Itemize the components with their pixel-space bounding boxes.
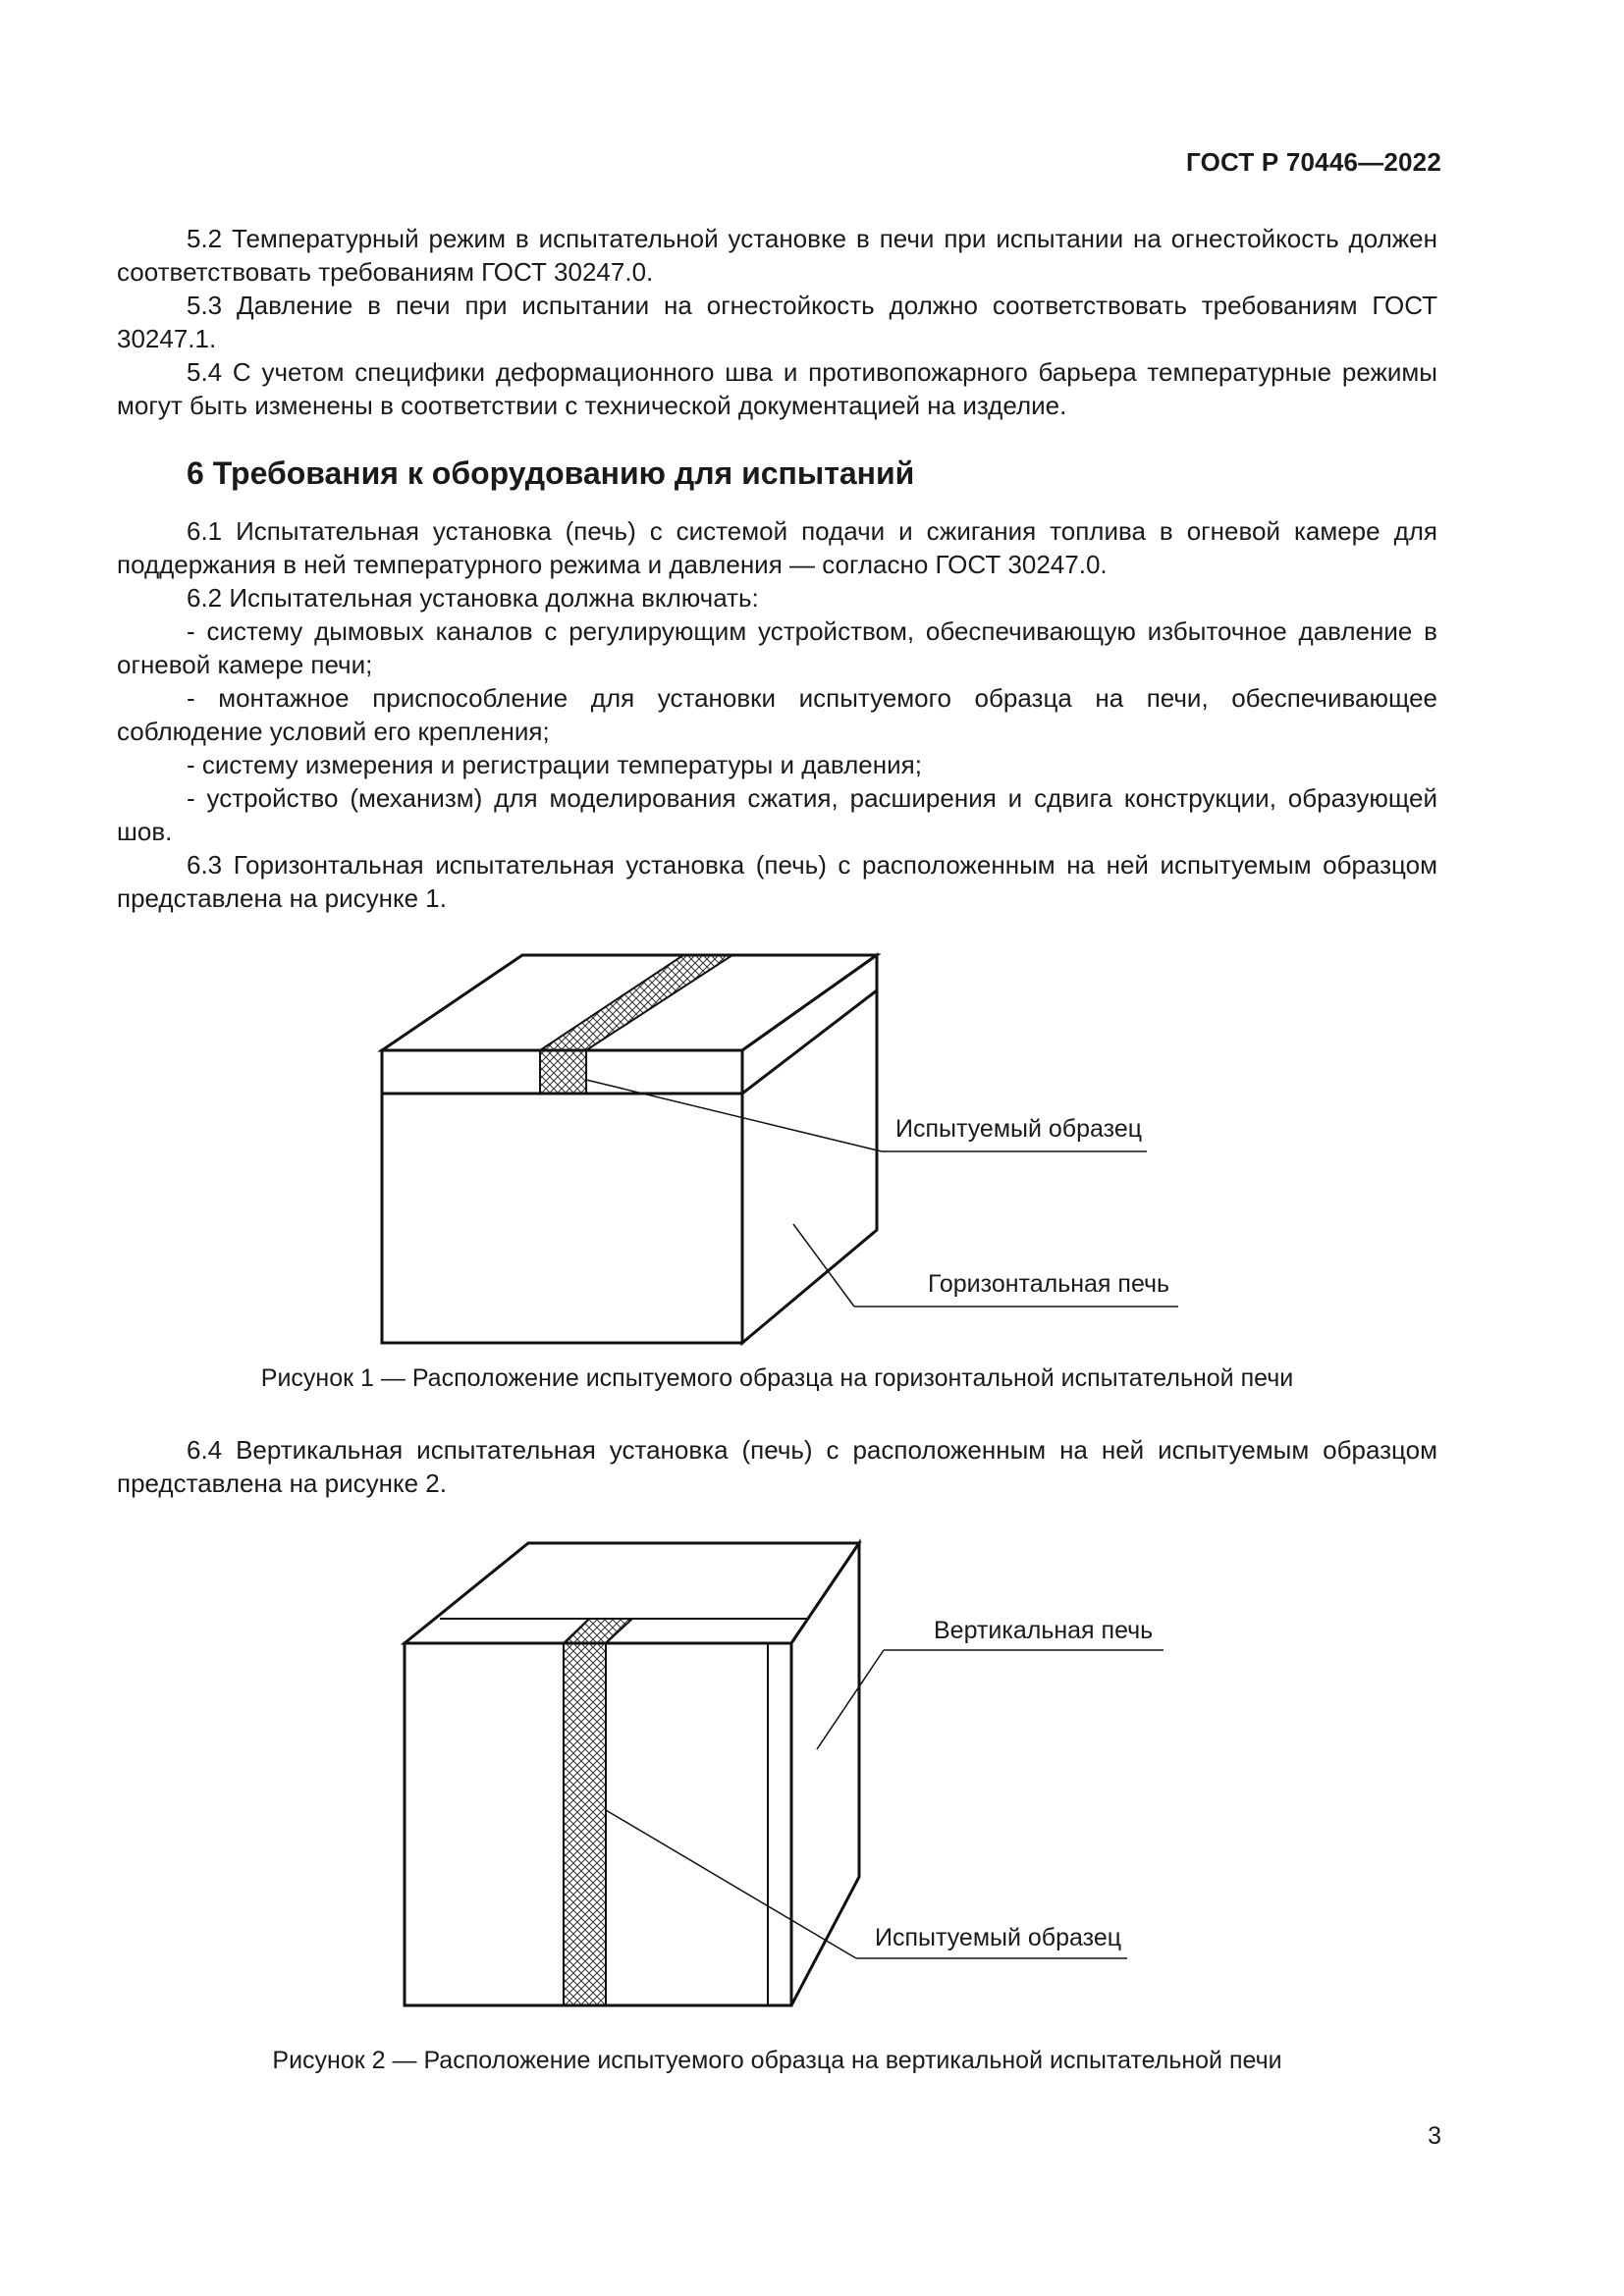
figure-2-sample-label: Испытуемый образец [875,1924,1122,1951]
section-6-title: 6 Требования к оборудованию для испытаний [187,455,915,491]
page-content [117,222,1437,2201]
figure-1-drawing [117,950,1437,1362]
list-item: - систему дымовых каналов с регулирующим устройством, обеспечивающую избыточное давление в огневой камере печи; [117,616,1437,679]
list-item: - монтажное приспособление для установки испытуемого образца на печи, обеспечивающее соблюдение условий его крепления; [117,683,1437,746]
figure-2-drawing [117,1533,1437,2201]
paragraph-6-1: 6.1 Испытательная установка (печь) с системой подачи и сжигания топлива в огневой камере для поддержания в ней температурного режима и давления — согласно ГОСТ 30247.0. [117,516,1437,579]
paragraph-6-4: 6.4 Вертикальная испытательная установка (печь) с расположенным на ней испытуемым образцом представлена на рисунке 2. [117,1435,1437,1498]
figure-1-caption: Рисунок 1 — Расположение испытуемого образца на горизонтальной испытательной печи [260,1364,1294,1392]
figure-2-caption: Рисунок 2 — Расположение испытуемого образца на вертикальной испытательной печи [272,2047,1282,2074]
document-header: ГОСТ Р 70446—2022 [1186,147,1441,177]
paragraph-5-2: 5.2 Температурный режим в испытательной установке в печи при испытании на огнестойкость должен соответствовать требованиям ГОСТ 30247.0. [117,224,1437,287]
figure-1 [117,950,1437,1362]
paragraph-5-3: 5.3 Давление в печи при испытании на огнестойкость должно соответствовать требованиям ГОСТ 30247.1. [117,291,1437,353]
figure-1-sample-label: Испытуемый образец [895,1115,1143,1143]
paragraph-6-3: 6.3 Горизонтальная испытательная установка (печь) с расположенным на ней испытуемым образцом представлена на рисунке 1. [117,850,1437,913]
figure-2 [117,1533,1437,2201]
paragraph-6-2: 6.2 Испытательная установка должна включать: [187,583,759,613]
figure-2-furnace-label: Вертикальная печь [934,1617,1154,1644]
list-item: - систему измерения и регистрации температуры и давления; [187,750,922,779]
paragraph-5-4: 5.4 С учетом специфики деформационного шва и противопожарного барьера температурные режимы могут быть изменены в соответствии с технической документацией на изделие. [117,357,1437,420]
figure-1-furnace-label: Горизонтальная печь [928,1270,1170,1298]
page-number: 3 [1428,2122,1441,2150]
list-item: - устройство (механизм) для моделирования сжатия, расширения и сдвига конструкции, образующей шов. [117,783,1437,846]
